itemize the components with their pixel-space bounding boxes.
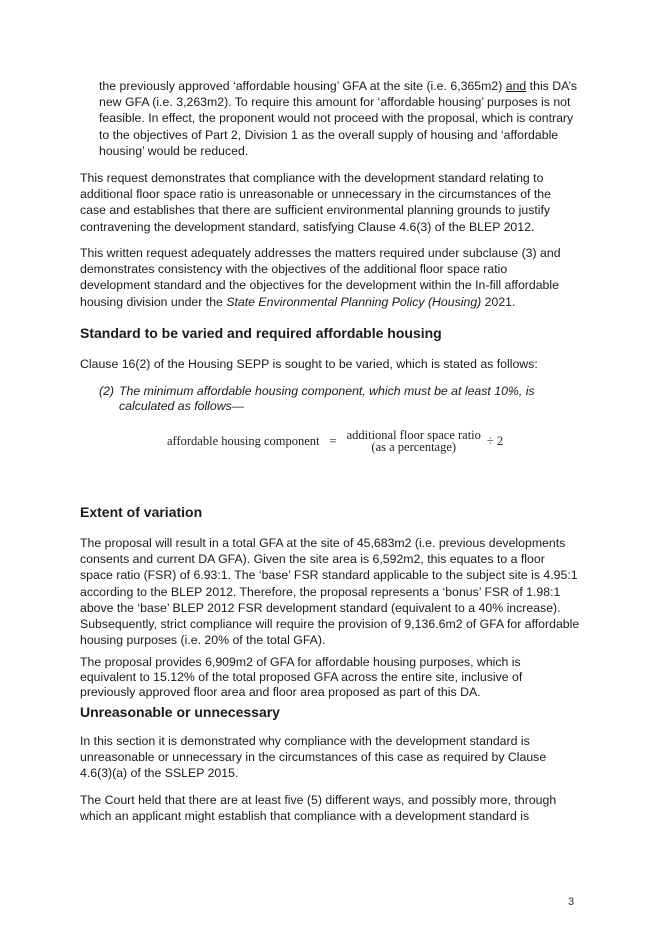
- clause-text: The minimum affordable housing component, which must be at least 10%, is calculated as follows—: [119, 384, 535, 413]
- heading-extent-of-variation: Extent of variation: [80, 504, 203, 520]
- formula-equals: =: [329, 433, 337, 448]
- text-span: 2021.: [481, 294, 516, 309]
- paragraph-provided-gfa: The proposal provides 6,909m2 of GFA for affordable housing purposes, which is equivalent to 15.12% of the total proposed GFA across the entire site, inclusive of previously approved floor area and floor area proposed as part of this DA.: [80, 655, 523, 699]
- text-span: the previously approved ‘affordable housing’ GFA at the site (i.e. 6,365m2): [99, 79, 506, 93]
- formula-operator: ÷ 2: [486, 433, 504, 448]
- policy-title: State Environmental Planning Policy (Housing): [226, 294, 482, 309]
- formula-denominator: (as a percentage): [371, 440, 457, 454]
- page-number: 3: [568, 896, 575, 908]
- paragraph-court-held: The Court held that there are at least five (5) different ways, and possibly more, through which an applicant might establish that compliance with a development standard is: [80, 793, 557, 824]
- text-span: This written request adequately addresses the matters required under subclause (3) and demonstrates consistency with the objectives of the additional floor space ratio development standard and the objectives for the development within the In-fill affordable housing division under the: [80, 246, 561, 309]
- affordable-housing-formula: [167, 426, 503, 456]
- paragraph-total-gfa: The proposal will result in a total GFA at the site of 45,683m2 (i.e. previous developments consents and current DA GFA). Given the site area is 6,592m2, this equates to a floor space ratio (FSR) of 6.93:1. The ‘base’ FSR standard applicable to the subject site is 4.95:1 according to the BLEP 2012. Therefore, the proposal represents a ‘bonus’ FSR of 1.98:1 above the ‘base’ BLEP 2012 FSR development standard (equivalent to a 40% increase). Subsequently, strict compliance will require the provision of 9,136.6m2 of GFA for affordable housing purposes (i.e. 20% of the total GFA).: [80, 536, 580, 648]
- text-span: this DA’s new GFA (i.e. 3,263m2). To require this amount for ‘affordable housing’ purposes is not feasible. In effect, the proponent would not proceed with the proposal, which is contrary to the objectives of Part 2, Division 1 as the overall supply of housing and ‘affordable housing’ would be reduced.: [99, 79, 578, 158]
- formula-fraction: [347, 429, 481, 453]
- heading-standard-varied: Standard to be varied and required affordable housing: [80, 325, 442, 341]
- clause-number: (2): [99, 384, 115, 398]
- paragraph-clause-16: Clause 16(2) of the Housing SEPP is sought to be varied, which is stated as follows:: [80, 357, 538, 371]
- paragraph-compliance-request: This request demonstrates that compliance with the development standard relating to additional floor space ratio is unreasonable or unnecessary in the circumstances of the case and establishes that there are sufficient environmental planning grounds to justify contravening the development standard, satisfying Clause 4.6(3) of the BLEP 2012.: [80, 171, 551, 234]
- heading-unreasonable-unnecessary: Unreasonable or unnecessary: [80, 704, 280, 720]
- formula-lhs: affordable housing component: [167, 433, 320, 448]
- paragraph-written-request: [80, 245, 580, 310]
- underlined-word: and: [505, 79, 527, 93]
- paragraph-section-intro: In this section it is demonstrated why compliance with the development standard is unreasonable or unnecessary in the circumstances of this case as required by Clause 4.6(3)(a) of the SSLEP 2015.: [80, 734, 547, 781]
- paragraph-continuation: [99, 78, 580, 159]
- quoted-clause: [99, 384, 569, 414]
- formula-numerator: additional floor space ratio: [346, 428, 481, 442]
